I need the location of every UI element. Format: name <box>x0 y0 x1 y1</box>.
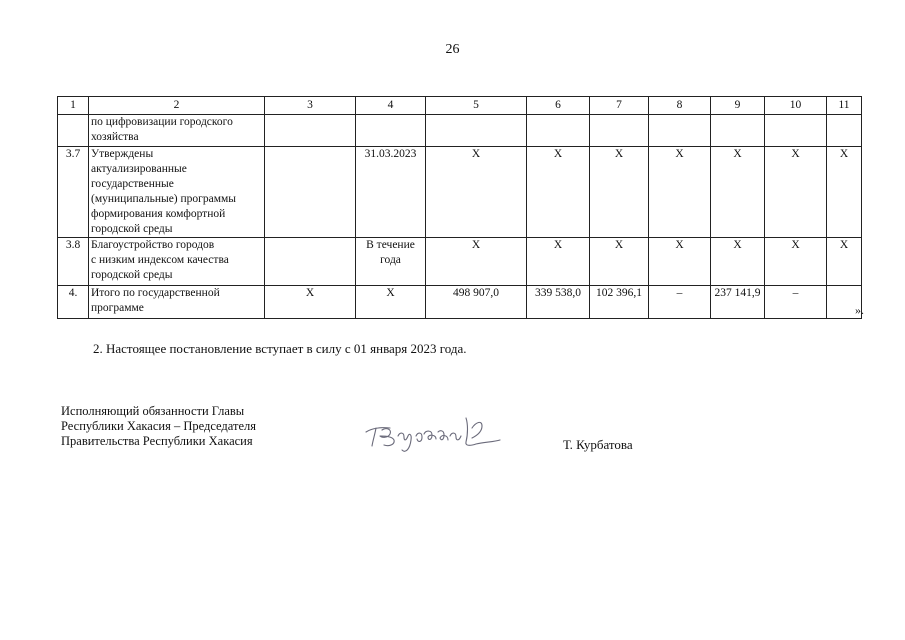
row-name <box>89 147 265 238</box>
col-header: 1 <box>58 97 89 115</box>
handwritten-signature <box>362 410 512 460</box>
col-header: 7 <box>590 97 649 115</box>
col-header: 11 <box>827 97 862 115</box>
col-header: 10 <box>765 97 827 115</box>
row-name-line: городской среды <box>91 223 173 235</box>
cell: 498 907,0 <box>426 286 527 319</box>
cell <box>590 115 649 147</box>
page-number: 26 <box>445 42 460 57</box>
col-header: 2 <box>89 97 265 115</box>
col-header: 3 <box>265 97 356 115</box>
cell: X <box>590 147 649 238</box>
cell <box>649 115 711 147</box>
signatory-title-line: Правительства Республики Хакасия <box>61 434 253 448</box>
row-number: 3.8 <box>58 238 89 286</box>
col-header: 6 <box>527 97 590 115</box>
cell <box>765 115 827 147</box>
table-row-total <box>58 286 862 319</box>
col-header: 9 <box>711 97 765 115</box>
cell: X <box>711 238 765 286</box>
signatory-title-line: Исполняющий обязанности Главы <box>61 404 245 418</box>
signature-drawing <box>362 410 512 455</box>
cell: 31.03.2023 <box>356 147 426 238</box>
cell: X <box>356 286 426 319</box>
col-header: 8 <box>649 97 711 115</box>
row-name-line: государственные <box>91 178 174 190</box>
signatory-name: Т. Курбатова <box>563 437 633 452</box>
cell: 102 396,1 <box>590 286 649 319</box>
program-table <box>57 96 862 319</box>
row-name-line: (муниципальные) программы <box>91 193 237 205</box>
cell <box>426 115 527 147</box>
row-name-line: Благоустройство городов <box>91 239 215 251</box>
cell <box>356 115 426 147</box>
row-name-line: хозяйства <box>91 131 139 143</box>
table-header-row <box>58 97 862 115</box>
cell: X <box>827 147 862 238</box>
cell: X <box>590 238 649 286</box>
cell: – <box>649 286 711 319</box>
row-name <box>89 286 265 319</box>
cell <box>711 115 765 147</box>
row-name-line: программе <box>91 302 144 314</box>
cell <box>265 147 356 238</box>
cell: X <box>426 238 527 286</box>
row-number: 4. <box>58 286 89 319</box>
cell: X <box>711 147 765 238</box>
cell: X <box>765 147 827 238</box>
cell: – <box>765 286 827 319</box>
row-number <box>58 115 89 147</box>
cell <box>265 115 356 147</box>
cell: 339 538,0 <box>527 286 590 319</box>
row-name-line: Итого по государственной <box>91 287 220 299</box>
cell: 237 141,9 <box>711 286 765 319</box>
cell: X <box>827 238 862 286</box>
cell: X <box>765 238 827 286</box>
table-row <box>58 238 862 286</box>
cell: X <box>527 238 590 286</box>
signatory-title-line: Республики Хакасия – Председателя <box>61 419 257 433</box>
cell: X <box>426 147 527 238</box>
cell: В течение года <box>356 238 426 286</box>
cell: X <box>265 286 356 319</box>
table-row <box>58 147 862 238</box>
row-name-line: по цифровизации городского <box>91 116 233 128</box>
closing-quote-mark: ». <box>855 303 864 317</box>
effective-date-paragraph: 2. Настоящее постановление вступает в силу с 01 января 2023 года. <box>93 341 467 356</box>
row-name-line: с низким индексом качества <box>91 254 229 266</box>
row-number: 3.7 <box>58 147 89 238</box>
cell <box>265 238 356 286</box>
cell: X <box>649 238 711 286</box>
row-name-line: городской среды <box>91 269 173 281</box>
signatory-title <box>61 404 256 449</box>
cell <box>527 115 590 147</box>
row-name <box>89 115 265 147</box>
row-name-line: формирования комфортной <box>91 208 226 220</box>
cell <box>827 115 862 147</box>
row-name <box>89 238 265 286</box>
col-header: 5 <box>426 97 527 115</box>
cell: X <box>649 147 711 238</box>
cell: X <box>527 147 590 238</box>
row-name-line: актуализированные <box>91 163 187 175</box>
row-name-line: Утверждены <box>91 148 154 160</box>
table-row <box>58 115 862 147</box>
col-header: 4 <box>356 97 426 115</box>
